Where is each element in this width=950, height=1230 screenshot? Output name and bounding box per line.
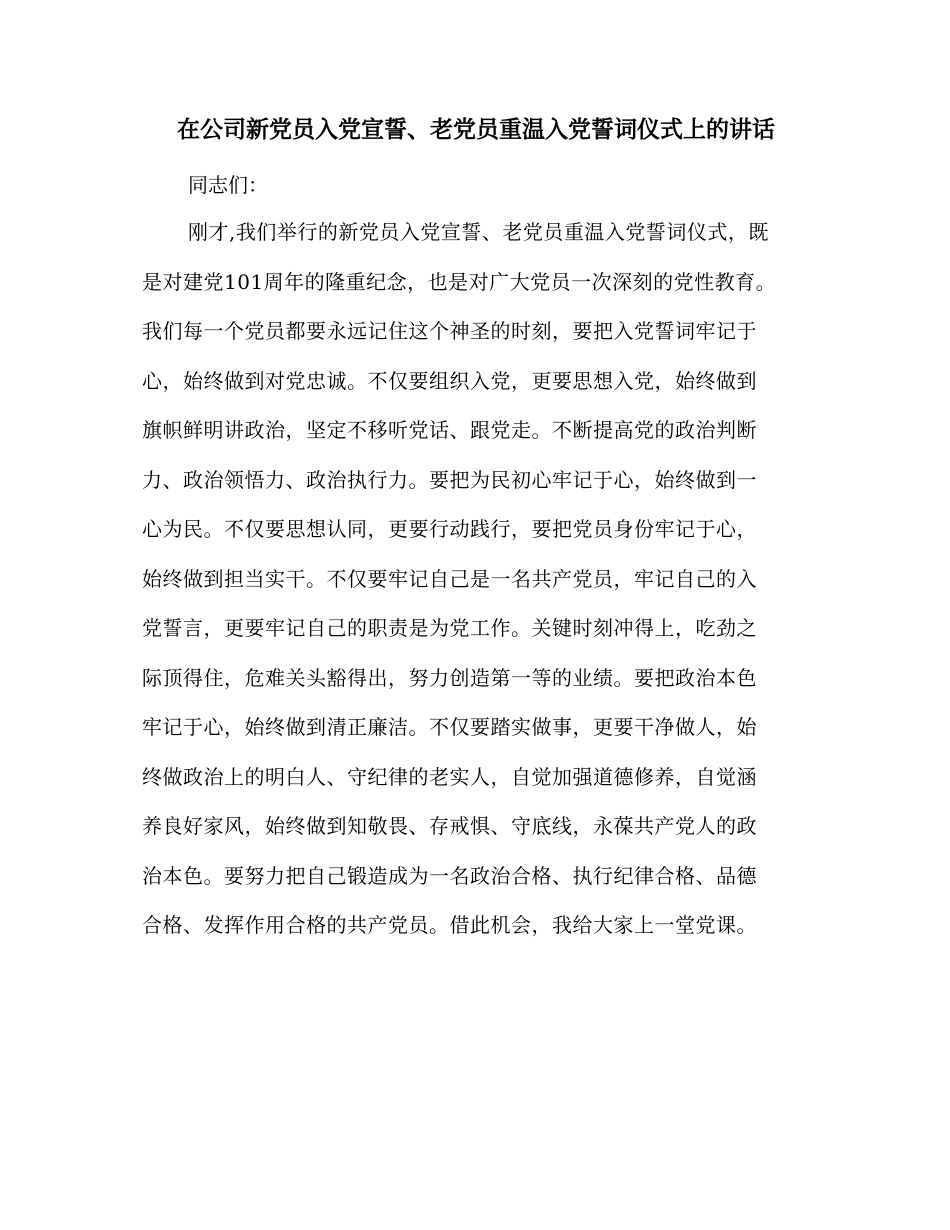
body-line: 际顶得住，危难关头豁得出，努力创造第一等的业绩。要把政治本色 bbox=[142, 665, 757, 690]
body-line: 党誓言，更要牢记自己的职责是为党工作。关键时刻冲得上，吃劲之 bbox=[142, 616, 757, 640]
body-line: 合格、发挥作用合格的共产党员。借此机会，我给大家上一堂党课。 bbox=[142, 913, 757, 937]
body-line: 刚才,我们举行的新党员入党宣誓、老党员重温入党誓词仪式，既 bbox=[188, 220, 769, 244]
body-line: 心，始终做到对党忠诚。不仅要组织入党，更要思想入党，始终做到 bbox=[142, 368, 757, 393]
body-paragraph bbox=[142, 214, 812, 957]
body-line: 治本色。要努力把自己锻造成为一名政治合格、执行纪律合格、品德 bbox=[142, 863, 757, 888]
body-line: 我们每一个党员都要永远记住这个神圣的时刻，要把入党誓词牢记于 bbox=[142, 319, 757, 343]
body-line: 是对建党101周年的隆重纪念，也是对广大党员一次深刻的党性教育。 bbox=[142, 269, 777, 294]
body-line: 力、政治领悟力、政治执行力。要把为民初心牢记于心，始终做到一 bbox=[142, 467, 757, 492]
body-line: 始终做到担当实干。不仅要牢记自己是一名共产党员，牢记自己的入 bbox=[142, 566, 757, 591]
body-line: 心为民。不仅要思想认同，更要行动践行，要把党员身份牢记于心， bbox=[142, 517, 757, 541]
body-line: 终做政治上的明白人、守纪律的老实人，自觉加强道德修养，自觉涵 bbox=[142, 764, 757, 789]
salutation: 同志们： bbox=[188, 173, 268, 197]
document-title: 在公司新党员入党宣誓、老党员重温入党誓词仪式上的讲话 bbox=[177, 116, 775, 143]
body-line: 养良好家风，始终做到知敬畏、存戒惧、守底线，永葆共产党人的政 bbox=[142, 814, 757, 838]
body-line: 牢记于心，始终做到清正廉洁。不仅要踏实做事，更要干净做人，始 bbox=[142, 715, 757, 739]
body-line: 旗帜鲜明讲政治，坚定不移听党话、跟党走。不断提高党的政治判断 bbox=[142, 418, 757, 442]
